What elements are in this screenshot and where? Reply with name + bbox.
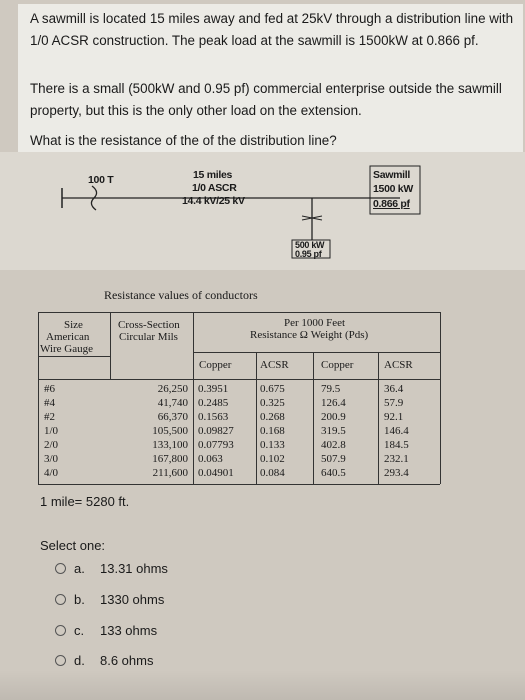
subheader-copper-resistance: Copper — [199, 359, 232, 371]
header-per-1000-feet: Per 1000 Feet — [284, 317, 346, 329]
table-cell-mils: 211,600 — [152, 467, 188, 479]
table-cell-cu-r: 0.04901 — [198, 467, 234, 479]
table-cell-size: 4/0 — [44, 467, 59, 479]
table-cell-acsr-w: 57.9 — [384, 397, 404, 409]
header-cross-section: Cross-Section — [118, 319, 180, 331]
table-cell-cu-r: 0.07793 — [198, 439, 234, 451]
table-cell-acsr-w: 92.1 — [384, 411, 404, 423]
table-cell-acsr-r: 0.325 — [260, 397, 285, 409]
table-cell-acsr-w: 232.1 — [384, 453, 409, 465]
question-prompt: What is the resistance of the of the distribution line? — [30, 133, 337, 148]
table-cell-size: #4 — [44, 397, 55, 409]
option-b-letter: b. — [74, 592, 85, 607]
table-cell-size: 3/0 — [44, 453, 59, 465]
table-cell-acsr-r: 0.133 — [260, 439, 285, 451]
sawmill-load-kw: 1500 kW — [373, 183, 413, 195]
conductor-label: 1/0 ASCR — [192, 182, 237, 194]
table-cell-mils: 66,370 — [157, 411, 188, 423]
radio-button-b[interactable] — [55, 594, 66, 605]
question-paragraph-1: A sawmill is located 15 miles away and fed at 25kV through a distribution line with 1/0 ACSR construction. The peak load at the sawmill is 1500kW at 0.866 pf. — [30, 11, 514, 48]
table-cell-mils: 167,800 — [152, 453, 188, 465]
subheader-copper-weight: Copper — [321, 359, 354, 371]
table-cell-cu-w: 126.4 — [321, 397, 346, 409]
header-circular-mils: Circular Mils — [119, 331, 178, 343]
header-size: Size — [64, 319, 83, 331]
table-cell-acsr-r: 0.675 — [260, 383, 285, 395]
table-cell-mils: 133,100 — [152, 439, 188, 451]
table-cell-acsr-w: 184.5 — [384, 439, 409, 451]
conversion-note: 1 mile= 5280 ft. — [40, 494, 130, 509]
sawmill-load-pf: 0.866 pf — [373, 198, 410, 210]
table-cell-size: #2 — [44, 411, 55, 423]
radio-button-d[interactable] — [55, 655, 66, 666]
option-b-text: 1330 ohms — [100, 592, 165, 607]
one-line-diagram — [0, 152, 525, 270]
option-a[interactable] — [55, 561, 168, 576]
option-c-text: 133 ohms — [100, 623, 158, 638]
table-cell-acsr-w: 146.4 — [384, 425, 409, 437]
photo-shadow — [0, 670, 525, 700]
option-d-letter: d. — [74, 653, 85, 668]
table-cell-cu-r: 0.2485 — [198, 397, 229, 409]
table-cell-cu-w: 507.9 — [321, 453, 346, 465]
option-d[interactable] — [55, 653, 153, 668]
table-cell-acsr-r: 0.268 — [260, 411, 285, 423]
header-resistance-weight: Resistance Ω Weight (Pds) — [250, 329, 369, 341]
conductor-resistance-table — [38, 312, 440, 484]
table-cell-acsr-w: 36.4 — [384, 383, 404, 395]
option-a-letter: a. — [74, 561, 85, 576]
select-one-label: Select one: — [40, 538, 106, 553]
radio-button-c[interactable] — [55, 625, 66, 636]
diagram-lines — [0, 152, 525, 270]
table-cell-cu-w: 79.5 — [321, 383, 341, 395]
table-cell-acsr-r: 0.084 — [260, 467, 285, 479]
sawmill-label: Sawmill — [373, 169, 410, 181]
option-d-text: 8.6 ohms — [100, 653, 154, 668]
table-cell-cu-w: 640.5 — [321, 467, 346, 479]
question-paragraph-2: There is a small (500kW and 0.95 pf) commercial enterprise outside the sawmill property, but this is the only other load on the extension. — [30, 81, 502, 118]
table-title: Resistance values of conductors — [104, 288, 258, 302]
table-cell-size: 1/0 — [44, 425, 59, 437]
table-cell-cu-r: 0.09827 — [198, 425, 234, 437]
radio-button-a[interactable] — [55, 563, 66, 574]
commercial-load-pf: 0.95 pf — [295, 249, 322, 259]
table-cell-mils: 41,740 — [157, 397, 188, 409]
subheader-acsr-weight: ACSR — [384, 359, 413, 371]
header-size-gauge: Wire Gauge — [40, 343, 94, 355]
option-c[interactable] — [55, 623, 157, 638]
table-cell-size: 2/0 — [44, 439, 59, 451]
table-cell-size: #6 — [44, 383, 55, 395]
table-cell-cu-w: 200.9 — [321, 411, 346, 423]
subheader-acsr-resistance: ACSR — [260, 359, 289, 371]
table-cell-acsr-r: 0.168 — [260, 425, 285, 437]
table-cell-cu-r: 0.3951 — [198, 383, 229, 395]
table-cell-cu-r: 0.1563 — [198, 411, 229, 423]
table-cell-mils: 105,500 — [152, 425, 188, 437]
header-size-american: American — [46, 331, 90, 343]
table-cell-cu-w: 402.8 — [321, 439, 346, 451]
table-cell-cu-r: 0.063 — [198, 453, 223, 465]
table-cell-acsr-w: 293.4 — [384, 467, 409, 479]
transformer-label: 100 T — [88, 174, 114, 186]
table-cell-cu-w: 319.5 — [321, 425, 346, 437]
option-a-text: 13.31 ohms — [100, 561, 168, 576]
commercial-load-kw: 500 kW — [295, 240, 325, 250]
line-length-label: 15 miles — [193, 169, 233, 181]
voltage-label: 14.4 kV/25 kV — [182, 195, 245, 207]
table-cell-acsr-r: 0.102 — [260, 453, 285, 465]
question-text-block — [18, 4, 523, 154]
table-cell-mils: 26,250 — [157, 383, 188, 395]
option-b[interactable] — [55, 592, 164, 607]
option-c-letter: c. — [74, 623, 85, 638]
